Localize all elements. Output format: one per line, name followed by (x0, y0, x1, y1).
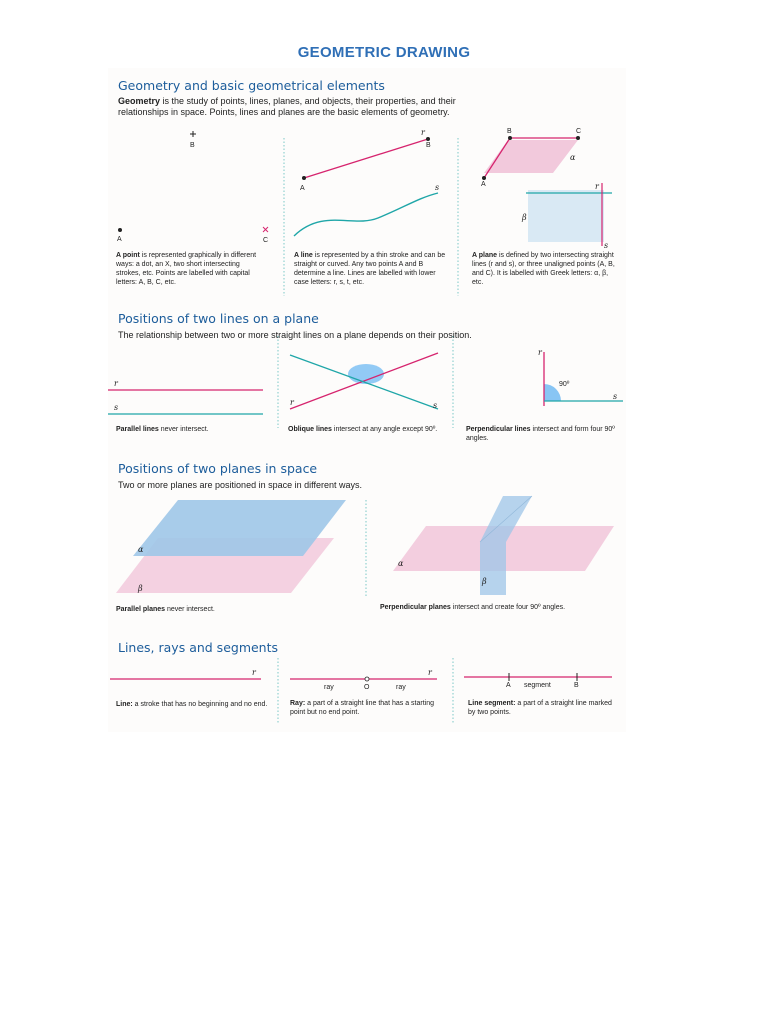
line-point-a (302, 176, 306, 180)
line-label-r: r (421, 128, 425, 137)
oblique-angle-highlight (348, 364, 384, 384)
parallel-label-s: s (114, 403, 119, 412)
ray-origin-point (365, 677, 369, 681)
line-point-b (426, 137, 430, 141)
textbook-page (108, 68, 626, 732)
ray-label-o: O (364, 684, 370, 691)
intro-two-lines: The relationship between two or more straight lines on a plane depends on their position. (118, 330, 472, 340)
line-label-r: r (252, 668, 256, 677)
plane-point-b (508, 136, 512, 140)
perpendicular-plane-label-alpha: α (398, 559, 404, 568)
caption-line: A line is represented by a thin stroke and can be straight or curved. Any two points A and B determine a line. Lines are labelled with lower case letters: r, s, t, etc. (294, 252, 446, 286)
perpendicular-label-r: r (538, 348, 542, 357)
perpendicular-label-s: s (613, 392, 618, 401)
curve-label-s: s (435, 183, 440, 192)
segment-label-a: A (506, 682, 511, 689)
heading-two-planes: Positions of two planes in space (118, 461, 318, 476)
plane-label-s: s (604, 241, 609, 250)
plane-beta (528, 190, 604, 242)
ray-label-left: ray (324, 684, 334, 691)
document-title: GEOMETRIC DRAWING (297, 44, 471, 61)
caption-oblique-lines: Oblique lines intersect at any angle except 90º. (288, 426, 438, 433)
diagrams-layer (108, 68, 626, 732)
parallel-plane-label-beta: β (138, 584, 143, 593)
line-ab (304, 139, 428, 178)
perpendicular-angle-label: 90º (559, 381, 570, 388)
plane-label-b: B (507, 128, 512, 135)
segment-label-b: B (574, 682, 579, 689)
point-c-x (263, 227, 268, 232)
plane-point-a (482, 176, 486, 180)
oblique-label-r: r (290, 398, 294, 407)
perpendicular-plane-label-beta: β (482, 577, 487, 586)
perpendicular-plane-beta-bottom (480, 542, 506, 595)
curved-line-s (294, 193, 438, 236)
segment-label: segment (524, 682, 551, 689)
caption-plane: A plane is defined by two intersecting straight lines (r and s), or three unaligned points (A, B, and C). It is labelled with Greek letters: α, β, etc. (472, 252, 615, 286)
caption-parallel-lines: Parallel lines never intersect. (116, 426, 209, 433)
line-label-a: A (300, 185, 305, 192)
intro-two-planes: Two or more planes are positioned in space in different ways. (118, 480, 362, 490)
caption-perpendicular-planes: Perpendicular planes intersect and create four 90º angles. (380, 604, 566, 611)
plane-point-c (576, 136, 580, 140)
plane-label-beta: β (522, 213, 527, 222)
ray-label-right: ray (396, 684, 406, 691)
oblique-label-s: s (433, 401, 438, 410)
caption-perpendicular-lines: Perpendicular lines intersect and form four 90º angles. (466, 426, 615, 442)
point-a-dot (118, 228, 122, 232)
point-c-label: C (263, 237, 269, 244)
caption-line-def: Line: a stroke that has no beginning and no end. (116, 701, 268, 708)
caption-ray-def: Ray: a part of a straight line that has a starting point but no end point. (290, 700, 434, 716)
point-a-label: A (117, 236, 122, 243)
point-b-cross (190, 131, 196, 137)
plane-label-c: C (576, 128, 582, 135)
caption-parallel-planes: Parallel planes never intersect. (116, 606, 215, 613)
heading-two-lines: Positions of two lines on a plane (118, 311, 319, 326)
parallel-plane-label-alpha: α (138, 545, 144, 554)
parallel-label-r: r (114, 379, 118, 388)
heading-lines-rays-segments: Lines, rays and segments (118, 640, 279, 655)
ray-label-r: r (428, 668, 432, 677)
plane-label-alpha: α (570, 153, 576, 162)
line-label-b: B (426, 142, 431, 149)
heading-basic-elements: Geometry and basic geometrical elements (118, 78, 385, 93)
intro-basic-elements: Geometry is the study of points, lines, planes, and objects, their properties, and their relationships in space. Points, lines and planes are the basic elements of geometry. (118, 96, 456, 117)
plane-label-a: A (481, 181, 486, 188)
plane-label-r: r (595, 182, 599, 191)
caption-segment-def: Line segment: a part of a straight line marked by two points. (468, 700, 612, 716)
point-b-label: B (190, 142, 195, 149)
caption-point: A point is represented graphically in different ways: a dot, an X, two short intersecting strokes, etc. Points are labelled with capital letters: A, B, C, etc. (116, 252, 257, 286)
